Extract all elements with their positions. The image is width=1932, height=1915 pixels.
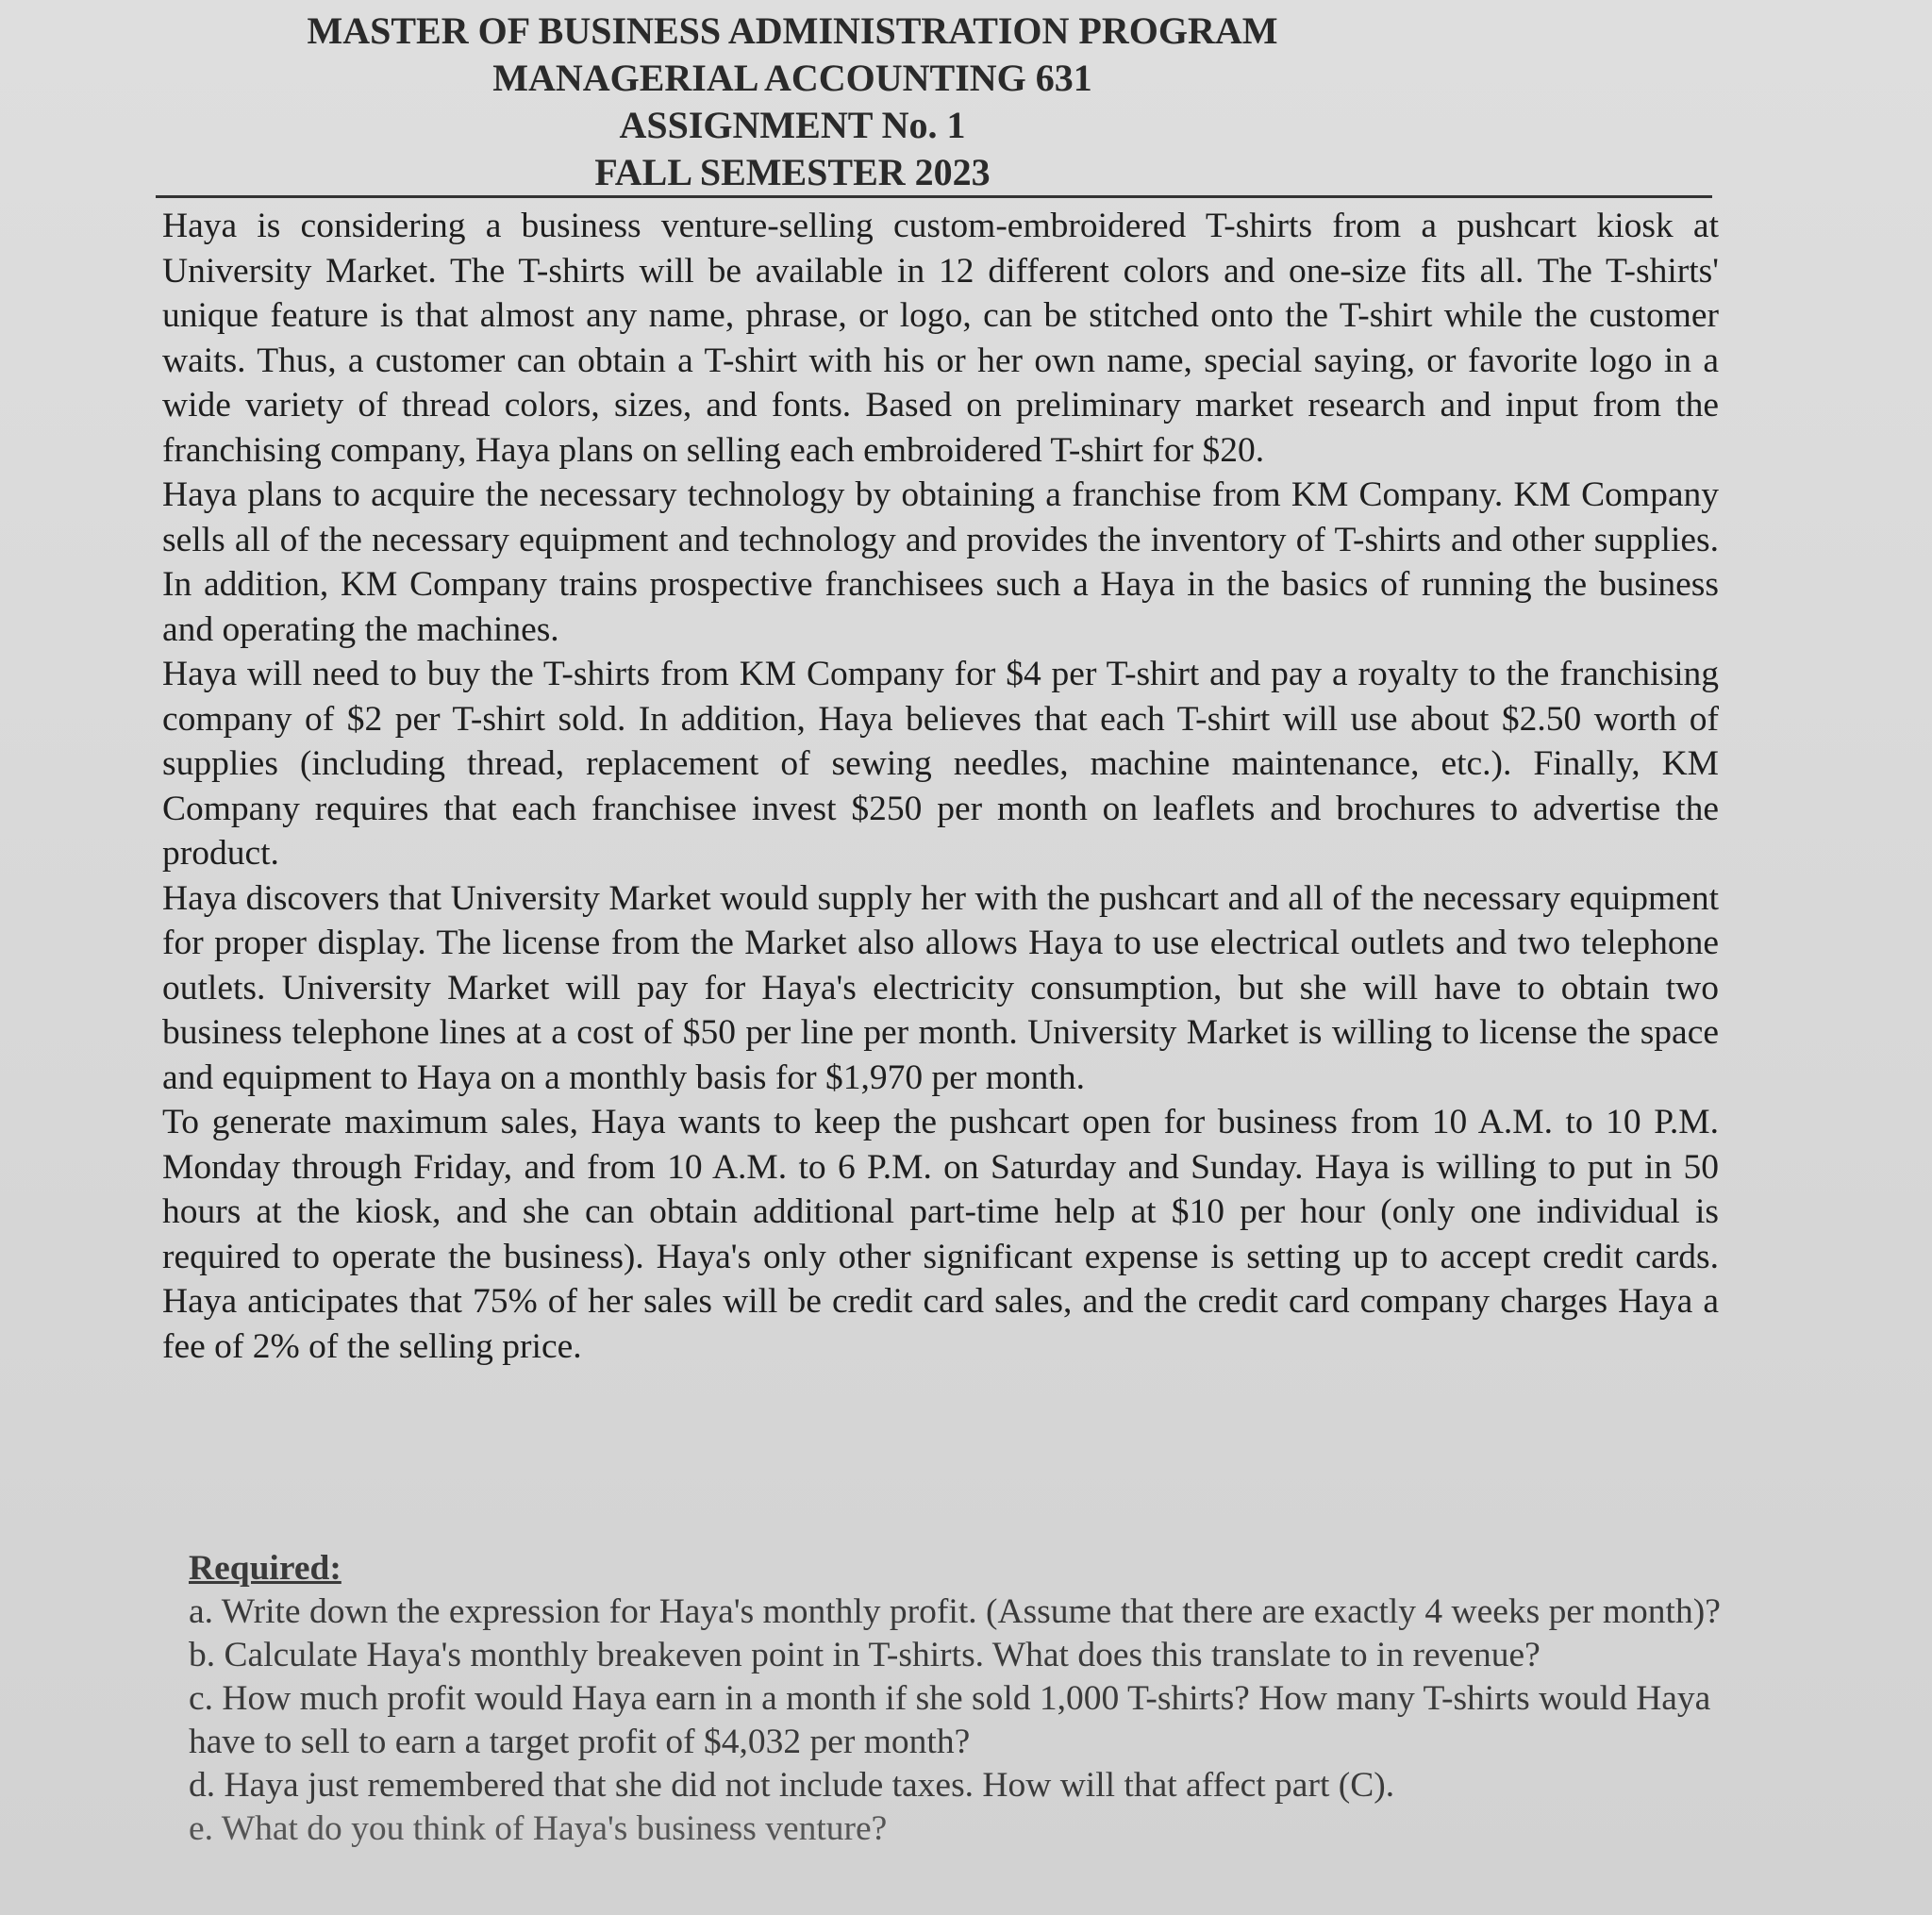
- semester-title: FALL SEMESTER 2023: [594, 151, 991, 193]
- paragraph-franchise: Haya plans to acquire the necessary technology by obtaining a franchise from KM Company. KM Company sells all of the necessary equipment and technology and provides the inventory of T-shirts and other supplies. In addition, KM Company trains prospective franchisees such a Haya in the basics of running the business and operating the machines.: [162, 475, 1719, 649]
- required-section: [189, 1547, 1736, 1851]
- required-heading: Required:: [189, 1549, 341, 1588]
- question-b: b. Calculate Haya's monthly breakeven point in T-shirts. What does this translate to in revenue?: [189, 1636, 1541, 1674]
- paragraph-operations: To generate maximum sales, Haya wants to keep the pushcart open for business from 10 A.M. to 10 P.M. Monday through Friday, and from 10 A.M. to 6 P.M. on Saturday and Sunday. Haya is willing to put in 50 hours at the kiosk, and she can obtain additional part-time help at $10 per hour (only one individual is required to operate the business). Haya's only other significant expense is setting up to accept credit cards. Haya anticipates that 75% of her sales will be credit card sales, and the credit card company charges Haya a fee of 2% of the selling price.: [162, 1103, 1719, 1366]
- question-c: c. How much profit would Haya earn in a month if she sold 1,000 T-shirts? How many T-shirts would Haya have to sell to earn a target profit of $4,032 per month?: [189, 1679, 1711, 1761]
- paragraph-market: Haya discovers that University Market would supply her with the pushcart and all of the necessary equipment for proper display. The license from the Market also allows Haya to use electrical outlets and two telephone outlets. University Market will pay for Haya's electricity consumption, but she will have to obtain two business telephone lines at a cost of $50 per line per month. University Market is willing to license the space and equipment to Haya on a monthly basis for $1,970 per month.: [162, 878, 1719, 1097]
- document-header: [151, 8, 1434, 196]
- assignment-body: [162, 204, 1719, 1369]
- program-title: MASTER OF BUSINESS ADMINISTRATION PROGRAM: [307, 9, 1278, 52]
- assignment-title: ASSIGNMENT No. 1: [619, 104, 966, 146]
- question-a: a. Write down the expression for Haya's monthly profit. (Assume that there are exactly 4 weeks per month)?: [189, 1592, 1721, 1631]
- paragraph-intro: Haya is considering a business venture-selling custom-embroidered T-shirts from a pushcart kiosk at University Market. The T-shirts will be available in 12 different colors and one-size fits all. The T-shirts' unique feature is that almost any name, phrase, or logo, can be stitched onto the T-shirt while the customer waits. Thus, a customer can obtain a T-shirt with his or her own name, special saying, or favorite logo in a wide variety of thread colors, sizes, and fonts. Based on preliminary market research and input from the franchising company, Haya plans on selling each embroidered T-shirt for $20.: [162, 207, 1719, 470]
- paragraph-costs: Haya will need to buy the T-shirts from KM Company for $4 per T-shirt and pay a royalty to the franchising company of $2 per T-shirt sold. In addition, Haya believes that each T-shirt will use about $2.50 worth of supplies (including thread, replacement of sewing needles, machine maintenance, etc.). Finally, KM Company requires that each franchisee invest $250 per month on leaflets and brochures to advertise the product.: [162, 655, 1719, 873]
- question-e: e. What do you think of Haya's business venture?: [189, 1809, 888, 1848]
- course-title: MANAGERIAL ACCOUNTING 631: [492, 57, 1092, 99]
- question-d: d. Haya just remembered that she did not include taxes. How will that affect part (C).: [189, 1766, 1395, 1805]
- header-divider: [156, 195, 1712, 198]
